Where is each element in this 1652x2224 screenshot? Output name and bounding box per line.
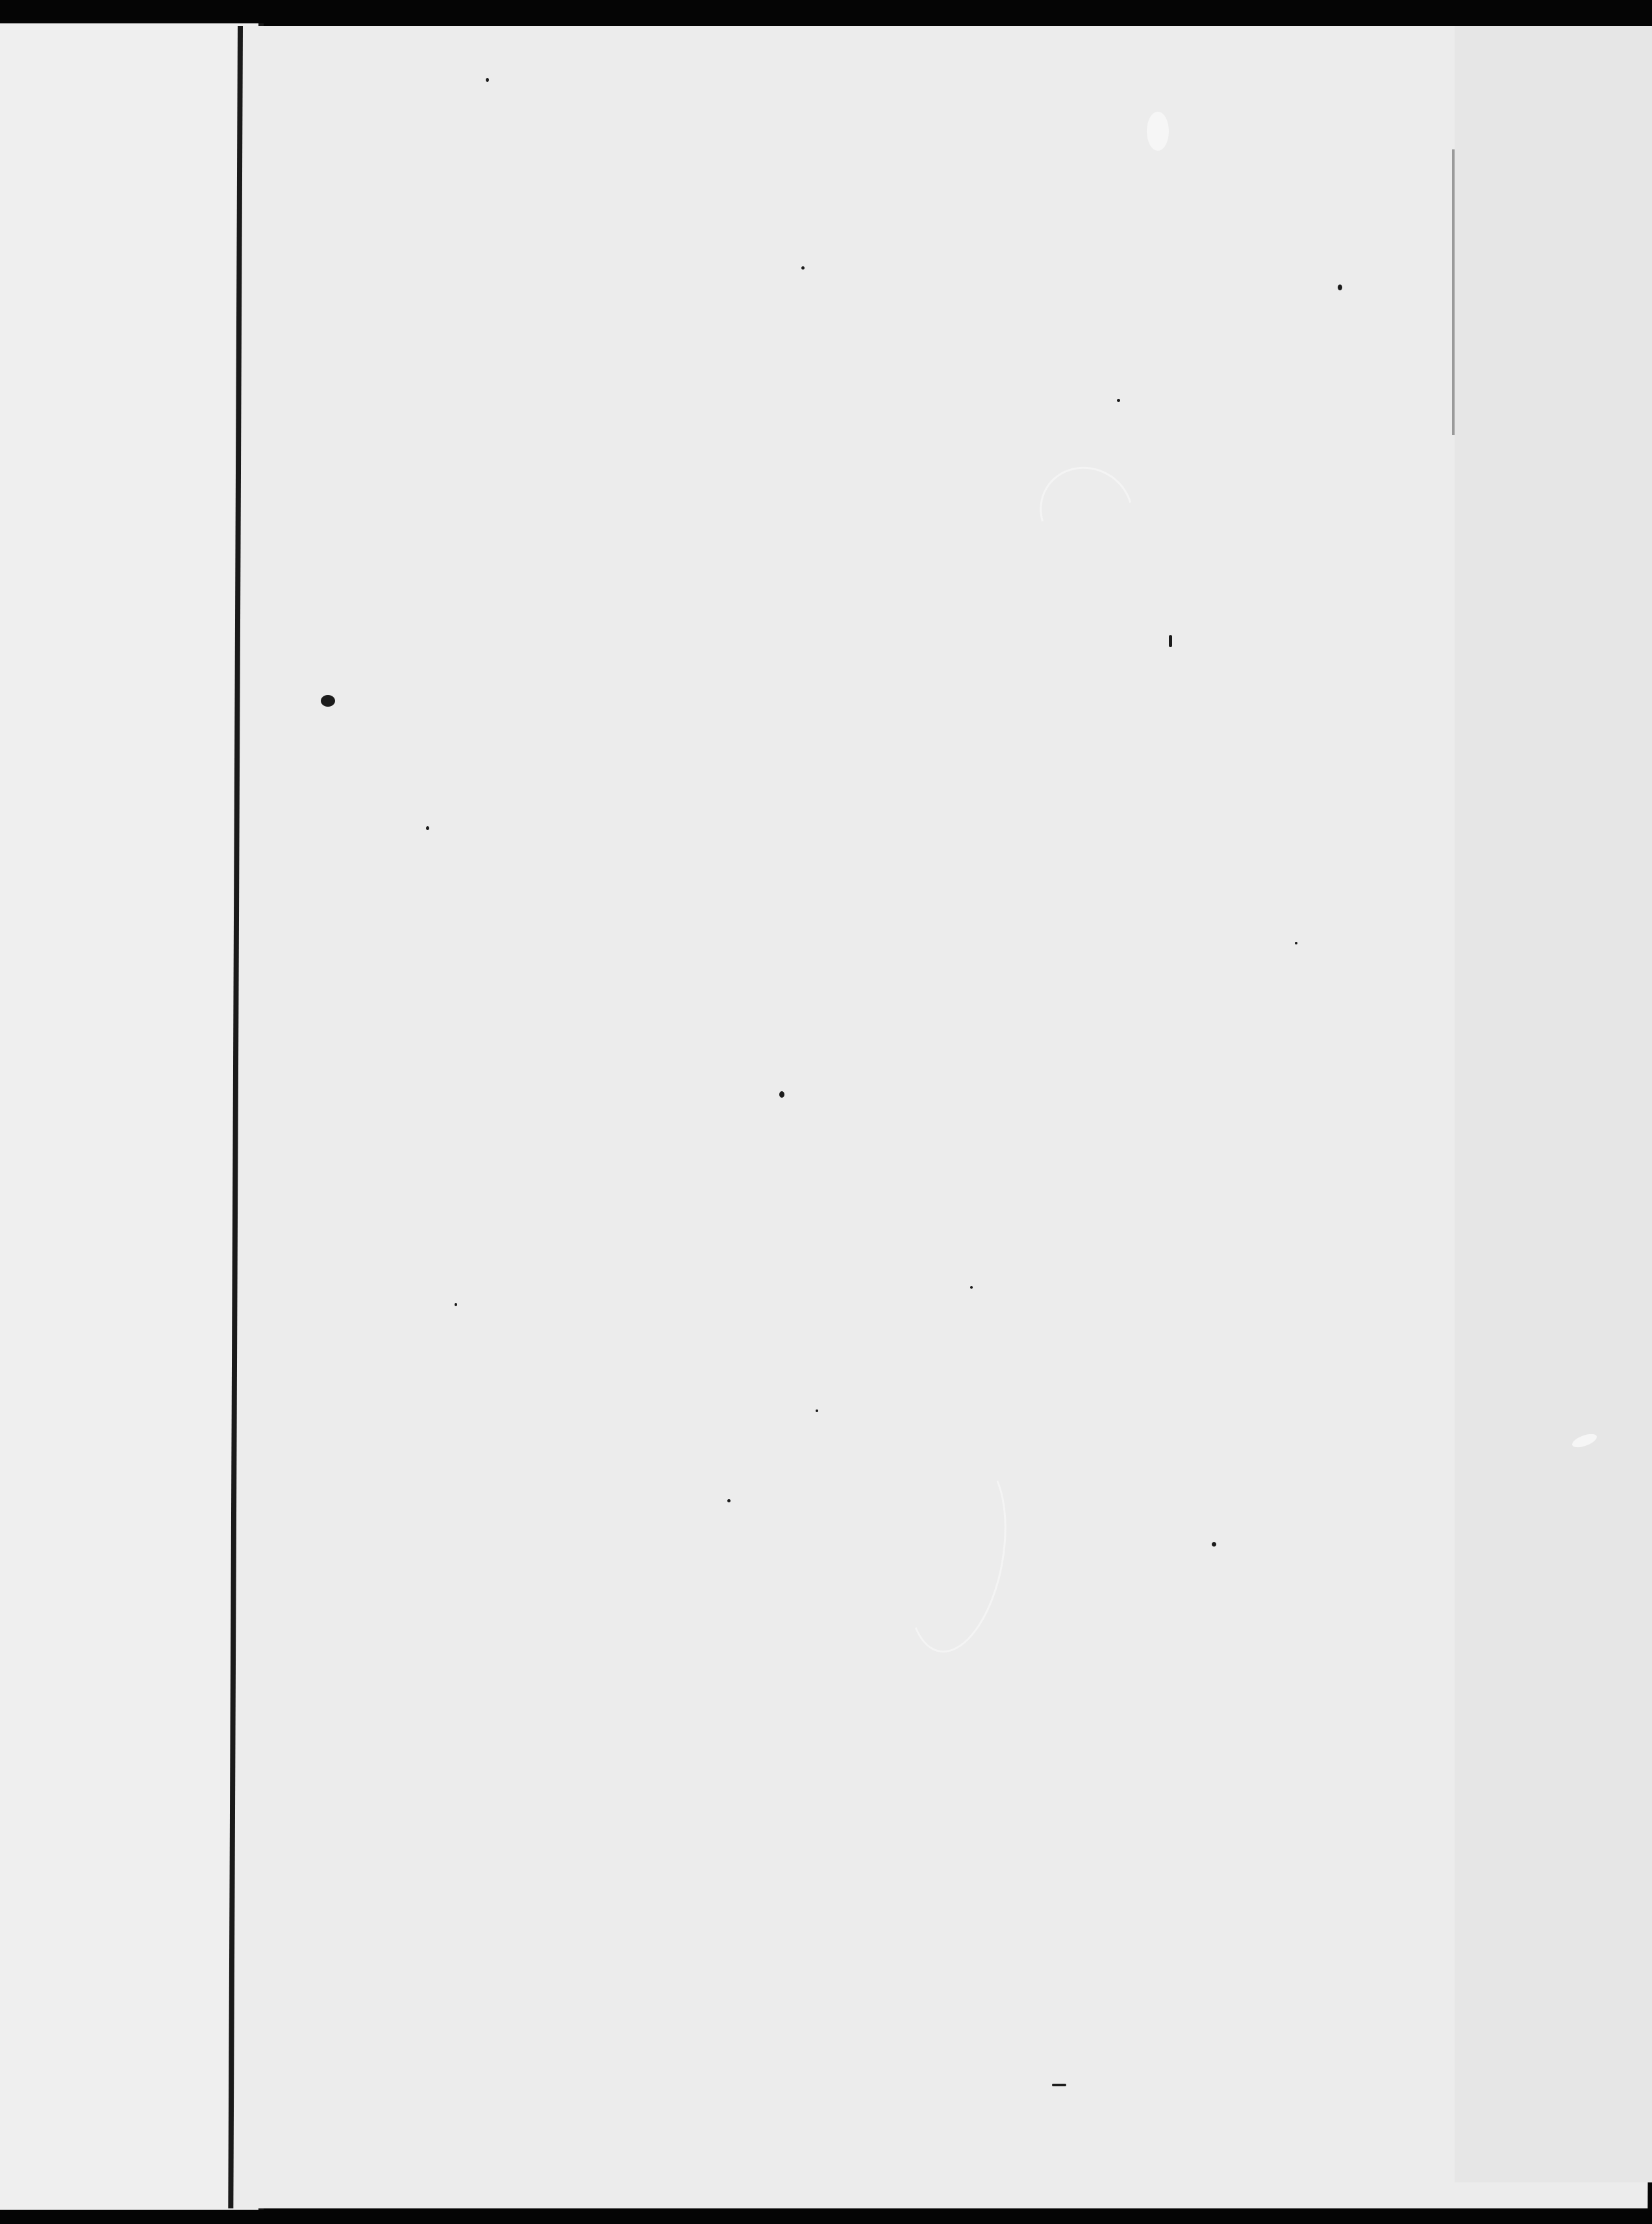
scan-speck — [727, 1499, 731, 1502]
scan-speck — [1117, 399, 1120, 402]
scan-speck — [455, 1303, 457, 1306]
scan-speck — [779, 1091, 784, 1098]
right-page-margin — [1455, 26, 1652, 2182]
scan-speck — [1338, 284, 1342, 290]
scan-speck — [801, 266, 805, 270]
scan-speck — [1295, 942, 1297, 944]
scan-fiber — [1147, 112, 1169, 151]
scan-speck — [1052, 2084, 1066, 2086]
right-page-blank — [228, 26, 1652, 2208]
left-page-text — [0, 0, 123, 2224]
scan-speck — [486, 78, 489, 82]
scan-speck — [426, 826, 429, 830]
scan-speck — [1212, 1542, 1216, 1547]
scan-speck — [1169, 635, 1172, 647]
scan-speck — [816, 1409, 818, 1412]
scan-speck — [321, 695, 335, 707]
scan-speck — [970, 1286, 973, 1289]
page-fold-mark — [1452, 149, 1455, 435]
